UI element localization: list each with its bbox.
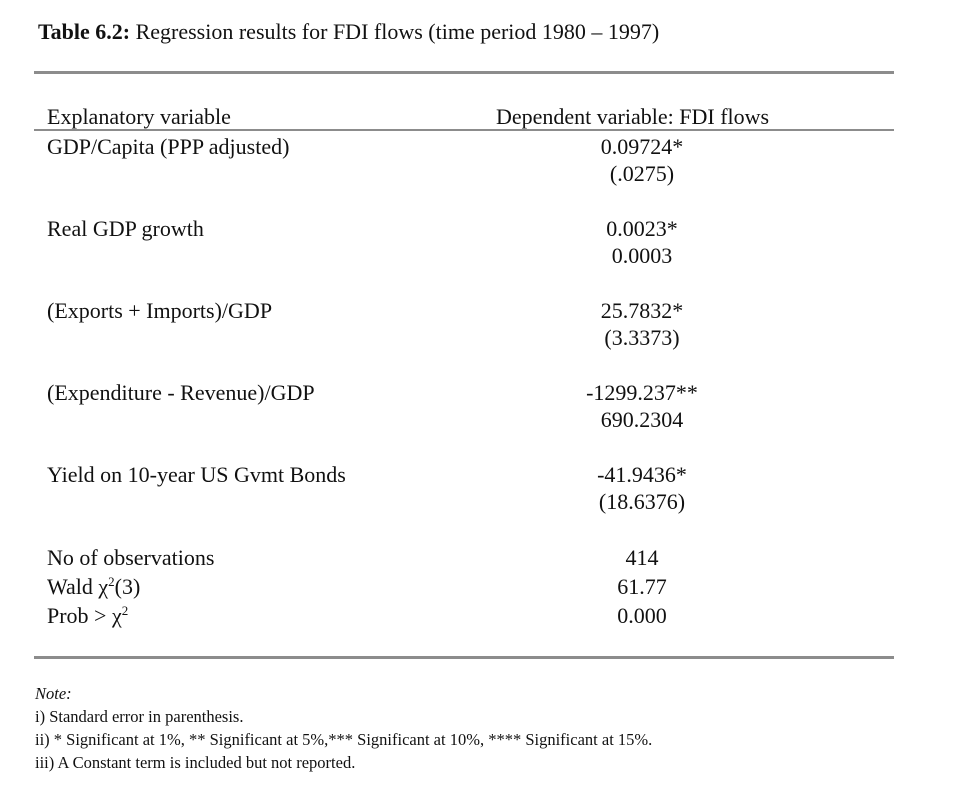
row-coefficient: 0.09724*	[600, 134, 684, 159]
table-caption: Regression results for FDI flows (time period 1980 – 1997)	[135, 19, 660, 44]
prob-value: 0.000	[617, 603, 667, 628]
row-variable: GDP/Capita (PPP adjusted)	[47, 134, 290, 159]
row-coefficient: 0.0023*	[606, 216, 678, 241]
row-coefficient: -41.9436*	[597, 462, 687, 487]
row-coefficient: 25.7832*	[600, 298, 684, 323]
row-variable: Real GDP growth	[47, 216, 204, 241]
table-title	[38, 18, 659, 46]
prob-superscript: 2	[121, 603, 129, 618]
row-variable: (Exports + Imports)/GDP	[47, 298, 273, 323]
row-coefficient: -1299.237**	[586, 380, 698, 405]
wald-label-df: (3)	[114, 574, 141, 599]
wald-label	[47, 574, 140, 600]
row-standard-error: 690.2304	[600, 407, 684, 432]
row-variable: Yield on 10-year US Gvmt Bonds	[47, 462, 346, 487]
prob-label	[47, 603, 128, 629]
obs-label: No of observations	[47, 545, 215, 570]
col-header-dependent: Dependent variable: FDI flows	[496, 104, 770, 129]
row-variable: (Expenditure - Revenue)/GDP	[47, 380, 315, 405]
note-line: ii) * Significant at 1%, ** Significant at 5%,*** Significant at 10%, **** Significant at 15%.	[35, 730, 653, 749]
row-standard-error: (18.6376)	[598, 489, 686, 514]
wald-label-text: Wald χ	[47, 574, 109, 599]
wald-superscript: 2	[108, 574, 115, 589]
bottom-rule	[34, 656, 894, 659]
note-line: iii) A Constant term is included but not reported.	[35, 753, 356, 772]
top-rule	[34, 71, 894, 74]
row-standard-error: (.0275)	[609, 161, 675, 186]
table-number: Table 6.2:	[38, 19, 131, 44]
note-title: Note:	[35, 684, 72, 703]
obs-value: 414	[625, 545, 659, 570]
prob-label-text: Prob > χ	[47, 603, 122, 628]
row-standard-error: 0.0003	[611, 243, 673, 268]
wald-value: 61.77	[617, 574, 667, 599]
col-header-variable: Explanatory variable	[47, 104, 231, 129]
header-rule	[34, 129, 894, 131]
row-standard-error: (3.3373)	[604, 325, 680, 350]
note-line: i) Standard error in parenthesis.	[35, 707, 244, 726]
